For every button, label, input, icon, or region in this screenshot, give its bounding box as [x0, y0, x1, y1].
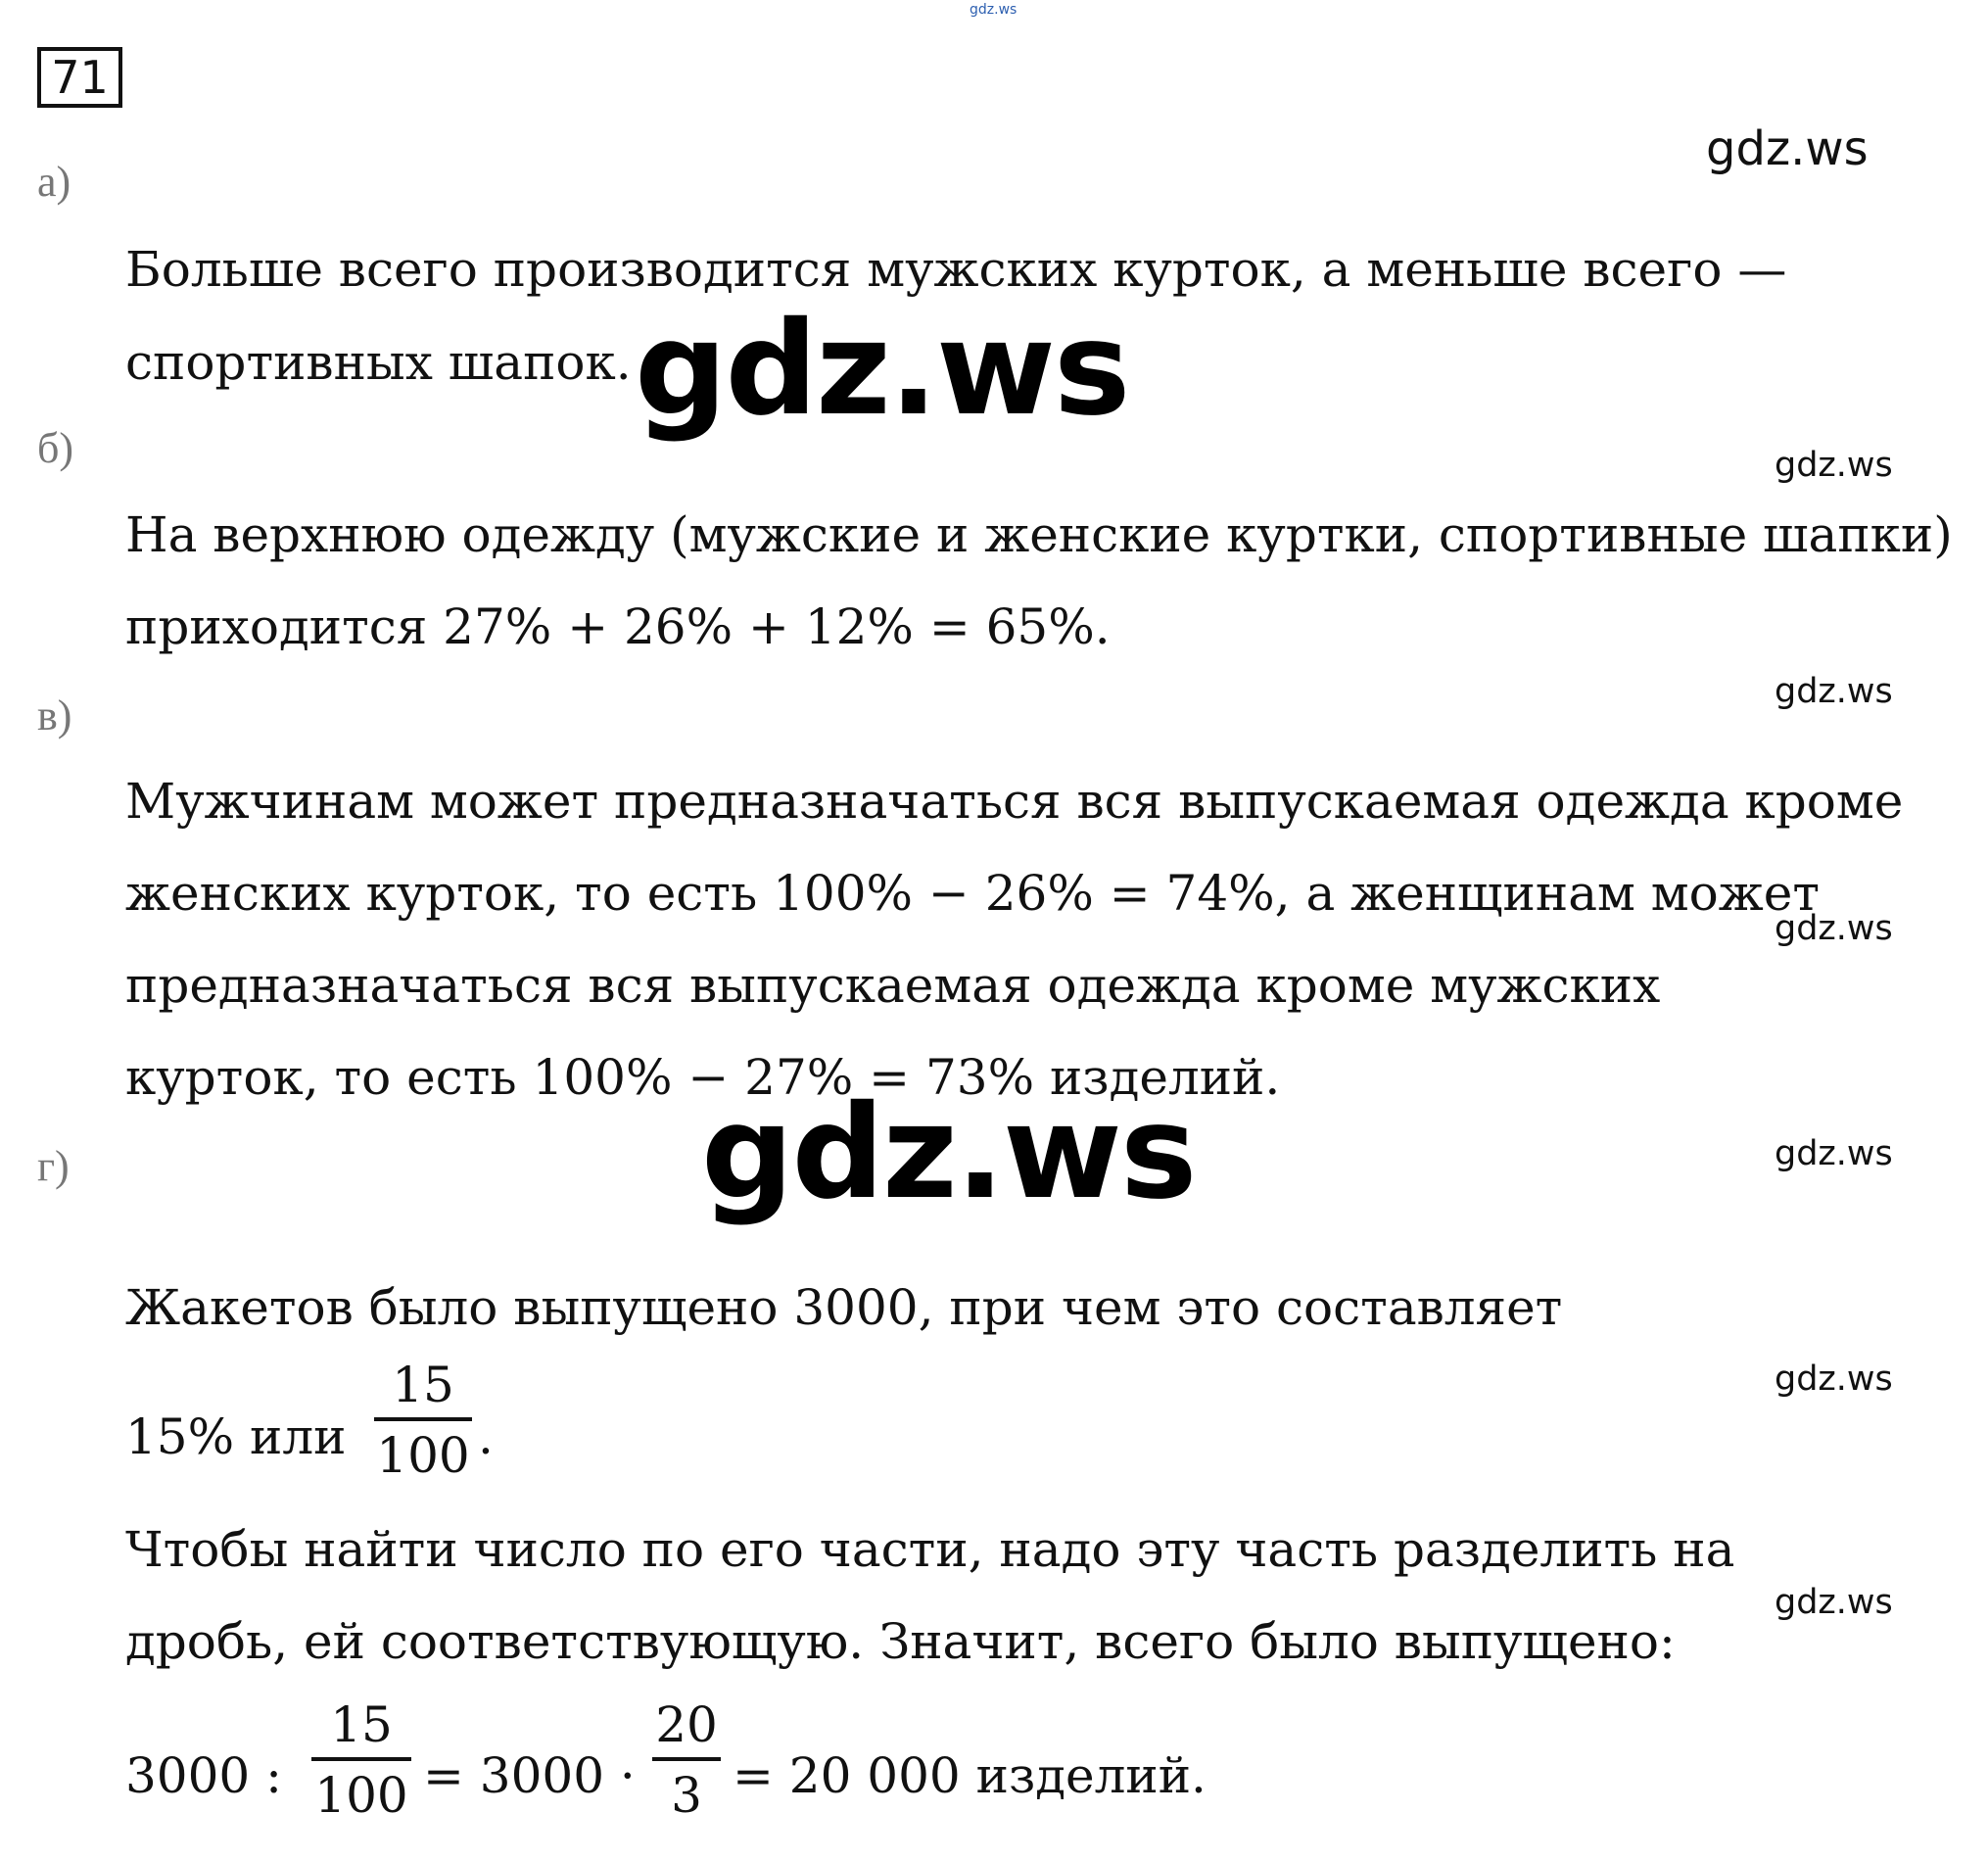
- calc-prefix: 3000 :: [125, 1747, 282, 1804]
- part-g-line-2-suffix: .: [478, 1408, 494, 1465]
- watermark-small-1: gdz.ws: [1775, 446, 1893, 485]
- watermark-small-6: gdz.ws: [1775, 1583, 1893, 1622]
- fraction-bar: [652, 1757, 721, 1761]
- fraction-denominator: 100: [376, 1427, 470, 1484]
- watermark-small-4: gdz.ws: [1775, 1134, 1893, 1173]
- fraction-15-100-calc: [311, 1696, 411, 1824]
- part-b-line-1: На верхнюю одежду (мужские и женские куртки, спортивные шапки): [125, 506, 1953, 563]
- calc-mid: = 3000 ·: [423, 1747, 636, 1804]
- fraction-denominator: 100: [314, 1767, 408, 1824]
- part-a-line-2: спортивных шапок.: [125, 334, 632, 391]
- fraction-denominator: 3: [671, 1767, 702, 1824]
- part-b-line-2: приходится 27% + 26% + 12% = 65%.: [125, 598, 1111, 655]
- watermark-small-2: gdz.ws: [1775, 672, 1893, 711]
- part-g-line-1: Жакетов было выпущено 3000, при чем это составляет: [125, 1279, 1563, 1336]
- fraction-15-100: [374, 1357, 472, 1484]
- part-g-line-4: дробь, ей соответствующую. Значит, всего было выпущено:: [125, 1613, 1676, 1670]
- fraction-bar: [311, 1757, 411, 1761]
- task-number: 71: [37, 47, 122, 108]
- part-v-line-3: предназначаться вся выпускаемая одежда кроме мужских: [125, 957, 1661, 1014]
- part-g-line-2-prefix: 15% или: [125, 1408, 347, 1465]
- watermark-small-5: gdz.ws: [1775, 1359, 1893, 1399]
- watermark-big-1: gdz.ws: [635, 294, 1129, 445]
- watermark-small-3: gdz.ws: [1775, 909, 1893, 948]
- fraction-numerator: 20: [655, 1696, 718, 1753]
- watermark-top: gdz.ws: [970, 2, 1018, 18]
- watermark-top-right: gdz.ws: [1706, 121, 1869, 176]
- part-b-label: б): [37, 424, 74, 472]
- fraction-20-3: [652, 1696, 721, 1824]
- part-v-line-4: курток, то есть 100% − 27% = 73% изделий.: [125, 1049, 1281, 1106]
- part-a-line-1: Больше всего производится мужских курток, а меньше всего —: [125, 241, 1787, 298]
- calc-suffix: = 20 000 изделий.: [733, 1747, 1207, 1804]
- part-v-line-2: женских курток, то есть 100% − 26% = 74%, а женщинам может: [125, 865, 1821, 922]
- fraction-numerator: 15: [330, 1696, 393, 1753]
- part-v-line-1: Мужчинам может предназначаться вся выпускаемая одежда кроме: [125, 773, 1904, 830]
- part-g-line-3: Чтобы найти число по его части, надо эту часть разделить на: [125, 1521, 1735, 1578]
- part-v-label: в): [37, 692, 72, 739]
- fraction-bar: [374, 1417, 472, 1421]
- part-a-label: а): [37, 158, 71, 206]
- fraction-numerator: 15: [392, 1357, 454, 1413]
- watermark-big-2: gdz.ws: [701, 1077, 1196, 1228]
- part-g-label: г): [37, 1142, 70, 1190]
